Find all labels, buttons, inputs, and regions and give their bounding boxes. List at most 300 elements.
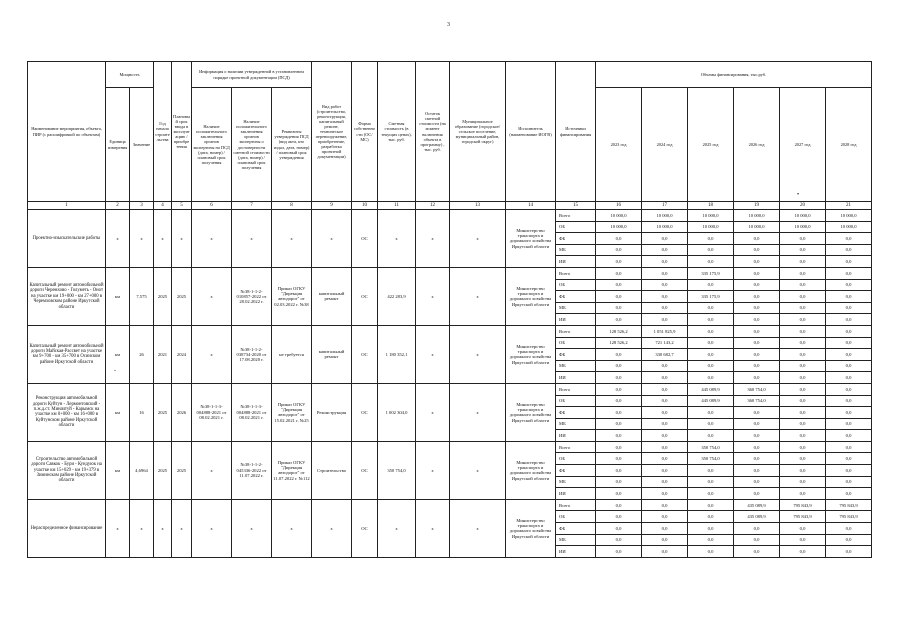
financing-table	[27, 61, 872, 558]
amount-cell: 0,0	[596, 453, 642, 465]
amount-cell: 0,0	[780, 233, 826, 245]
column-number: 17	[642, 202, 688, 210]
reliability-cell: №38-1-1-3-004888-2021 от 08.02.2021 г.	[232, 383, 272, 441]
amount-cell: 10 000,0	[596, 210, 642, 222]
source-cell: МБ	[556, 534, 596, 546]
amount-cell: 0,0	[734, 453, 780, 465]
amount-cell: 0,0	[596, 476, 642, 488]
amount-cell: 0,0	[734, 279, 780, 291]
source-cell: ИИ	[556, 314, 596, 326]
amount-cell: 0,0	[596, 488, 642, 500]
amount-cell: 0,0	[688, 314, 734, 326]
amount-cell: 0,0	[688, 256, 734, 268]
source-cell: ИИ	[556, 488, 596, 500]
amount-cell: 10 000,0	[642, 210, 688, 222]
object-name: Нераспределенное финансирование	[28, 499, 106, 557]
header-psd-info: Информация о наличии утвержденной в установленном порядке проектной документации (ПСД)	[192, 62, 312, 88]
amount-cell: 0,0	[596, 349, 642, 361]
header-start-year: Год начала строительства	[154, 62, 172, 202]
column-number: 16	[596, 202, 642, 210]
amount-cell: 0,0	[780, 523, 826, 535]
amount-cell: 0,0	[596, 267, 642, 279]
amount-cell: 0,0	[642, 279, 688, 291]
table-row	[28, 499, 872, 511]
amount-cell: 0,0	[826, 407, 872, 419]
amount-cell: 0,0	[734, 418, 780, 430]
remaining-cell: х	[416, 267, 450, 325]
column-number: 1	[28, 202, 106, 210]
amount-cell: 0,0	[688, 372, 734, 384]
table-row	[28, 441, 872, 453]
source-cell: Всего	[556, 325, 596, 337]
table-row	[28, 267, 872, 279]
amount-cell: 0,0	[688, 476, 734, 488]
amount-cell: 0,0	[826, 383, 872, 395]
amount-cell: 0,0	[688, 499, 734, 511]
unit-cell: х	[106, 499, 130, 557]
est-cost-cell: 1 180 352,1	[378, 325, 416, 383]
amount-cell: 0,0	[780, 267, 826, 279]
amount-cell: 0,0	[826, 360, 872, 372]
amount-cell: 0,0	[734, 441, 780, 453]
reliability-cell: х	[232, 499, 272, 557]
amount-cell: 0,0	[780, 372, 826, 384]
source-cell: ОБ	[556, 337, 596, 349]
amount-cell: 0,0	[826, 256, 872, 268]
amount-cell: 0,0	[780, 465, 826, 477]
source-cell: Всего	[556, 441, 596, 453]
amount-cell: 0,0	[596, 418, 642, 430]
amount-cell: 0,0	[688, 244, 734, 256]
column-number: 9	[312, 202, 352, 210]
amount-cell: 0,0	[734, 407, 780, 419]
amount-cell: 10 000,0	[734, 221, 780, 233]
amount-cell: 445 089,9	[688, 395, 734, 407]
source-cell: ИИ	[556, 546, 596, 558]
amount-cell: 0,0	[780, 349, 826, 361]
amount-cell: 0,0	[596, 233, 642, 245]
amount-cell: 0,0	[688, 511, 734, 523]
amount-cell: 10 000,0	[826, 221, 872, 233]
amount-cell: 0,0	[688, 418, 734, 430]
header-expertise: Наличие положительного заключения органов экспертизы на ПСД (дата, номер) / плановый срок получения	[192, 88, 232, 202]
amount-cell: 360 754,0	[734, 383, 780, 395]
amount-cell: 0,0	[826, 488, 872, 500]
amount-cell: 0,0	[734, 244, 780, 256]
plan-year-cell: 2026	[172, 383, 192, 441]
table-row	[28, 383, 872, 395]
executor-cell: Министерство транспорта и дорожного хозяйства Иркутской области	[506, 267, 556, 325]
amount-cell: 0,0	[780, 337, 826, 349]
amount-cell: 0,0	[734, 267, 780, 279]
table-row	[28, 210, 872, 222]
amount-cell: 0,0	[780, 488, 826, 500]
page-number: 3	[447, 22, 450, 28]
table-row	[28, 325, 872, 337]
amount-cell: 0,0	[780, 418, 826, 430]
reliability-cell: №38-1-1-2-045336-2022 от 11.07.2022 г.	[232, 441, 272, 499]
amount-cell: 0,0	[826, 244, 872, 256]
header-funding: Объемы финансирования, тыс.руб.	[596, 62, 872, 88]
amount-cell: 360 754,0	[734, 395, 780, 407]
source-cell: МБ	[556, 418, 596, 430]
value-cell: 26	[130, 325, 154, 383]
amount-cell: 0,0	[780, 395, 826, 407]
header-remaining: Остаток сметной стоимости (на момент включения объекта в программу) , тыс. руб.	[416, 62, 450, 202]
amount-cell: 0,0	[642, 488, 688, 500]
municipality-cell: х	[450, 383, 506, 441]
ownership-cell: ОС	[352, 499, 378, 557]
amount-cell: 0,0	[780, 453, 826, 465]
amount-cell: 10 000,0	[734, 210, 780, 222]
amount-cell: 10 000,0	[642, 221, 688, 233]
amount-cell: 0,0	[734, 291, 780, 303]
amount-cell: 0,0	[734, 476, 780, 488]
amount-cell: 128 526,2	[596, 337, 642, 349]
municipality-cell: х	[450, 441, 506, 499]
amount-cell: 795 843,9	[780, 499, 826, 511]
source-cell: ОБ	[556, 511, 596, 523]
header-name: Наименование мероприятия, объекта, ПИР (с расшифровкой по объектам)	[28, 62, 106, 202]
amount-cell: 0,0	[826, 453, 872, 465]
header-value: Значение	[130, 88, 154, 202]
amount-cell: 0,0	[596, 499, 642, 511]
amount-cell: 0,0	[734, 314, 780, 326]
header-capacity: Мощность	[106, 62, 154, 88]
amount-cell: 0,0	[642, 244, 688, 256]
amount-cell: 0,0	[734, 372, 780, 384]
amount-cell: 0,0	[780, 546, 826, 558]
amount-cell: 335 175,9	[688, 267, 734, 279]
header-year: 2027 год	[780, 88, 826, 202]
start-year-cell: 2025	[154, 267, 172, 325]
amount-cell: 0,0	[642, 534, 688, 546]
amount-cell: 0,0	[780, 407, 826, 419]
amount-cell: 0,0	[734, 360, 780, 372]
work-type-cell: Реконструкция	[312, 383, 352, 441]
stray-mark: -	[114, 368, 116, 374]
approval-cell: не требуется	[272, 325, 312, 383]
source-cell: ИИ	[556, 256, 596, 268]
value-cell: 16	[130, 383, 154, 441]
amount-cell: 0,0	[734, 546, 780, 558]
amount-cell: 335 175,9	[688, 291, 734, 303]
executor-cell: Министерство транспорта и дорожного хозяйства Иркутской области	[506, 499, 556, 557]
municipality-cell: х	[450, 499, 506, 557]
amount-cell: 0,0	[734, 256, 780, 268]
unit-cell: км	[106, 325, 130, 383]
amount-cell: 0,0	[688, 279, 734, 291]
object-name: Реконструкция автомобильной дороги Куйтун - Лермонтовский - п.ж.д.ст. Миначтуй - Карымск на участке км 0+000 - км 16+000 в Куйтунском районе Иркутской области	[28, 383, 106, 441]
amount-cell: 0,0	[780, 302, 826, 314]
source-cell: ФБ	[556, 349, 596, 361]
amount-cell: 350 754,0	[688, 453, 734, 465]
amount-cell: 0,0	[596, 441, 642, 453]
remaining-cell: х	[416, 325, 450, 383]
amount-cell: 0,0	[734, 337, 780, 349]
amount-cell: 0,0	[780, 534, 826, 546]
amount-cell: 0,0	[688, 360, 734, 372]
amount-cell: 0,0	[688, 407, 734, 419]
amount-cell: 0,0	[596, 511, 642, 523]
source-cell: ИИ	[556, 372, 596, 384]
amount-cell: 10 000,0	[596, 221, 642, 233]
column-number: 11	[378, 202, 416, 210]
amount-cell: 0,0	[688, 325, 734, 337]
amount-cell: 0,0	[734, 534, 780, 546]
column-number: 20	[780, 202, 826, 210]
amount-cell: 0,0	[780, 441, 826, 453]
remaining-cell: х	[416, 499, 450, 557]
header-unit: Единица измерения	[106, 88, 130, 202]
amount-cell: 0,0	[826, 418, 872, 430]
object-name: Капитальный ремонт автомобильной дороги Майская-Рассвет на участке км 9+700 - км 35+700 в Осинском районе Иркутской области	[28, 325, 106, 383]
amount-cell: 0,0	[642, 267, 688, 279]
amount-cell: 0,0	[780, 325, 826, 337]
amount-cell: 445 089,9	[688, 383, 734, 395]
amount-cell: 0,0	[688, 302, 734, 314]
object-name: Строительство автомобильной дороги Савкок - Бури - Кундуюк на участке км 15+029 - км 19+379 в Зиминском районе Иркутской области	[28, 441, 106, 499]
executor-cell: Министерство транспорта и дорожного хозяйства Иркутской области	[506, 441, 556, 499]
approval-cell: х	[272, 499, 312, 557]
amount-cell: 0,0	[642, 418, 688, 430]
header-ownership: Форма собственности (ОС/МС)	[352, 62, 378, 202]
source-cell: ФБ	[556, 523, 596, 535]
ownership-cell: ОС	[352, 441, 378, 499]
amount-cell: 0,0	[642, 476, 688, 488]
municipality-cell: х	[450, 325, 506, 383]
stray-dot-mark: •	[797, 192, 800, 198]
plan-year-cell: х	[172, 499, 192, 557]
source-cell: Всего	[556, 210, 596, 222]
amount-cell: 0,0	[734, 325, 780, 337]
amount-cell: 0,0	[734, 302, 780, 314]
header-est-cost: Сметная стоимость (в текущих ценах), тыс. руб.	[378, 62, 416, 202]
amount-cell: 795 843,9	[780, 511, 826, 523]
start-year-cell: х	[154, 210, 172, 268]
amount-cell: 0,0	[642, 453, 688, 465]
source-cell: ИИ	[556, 430, 596, 442]
amount-cell: 0,0	[826, 430, 872, 442]
amount-cell: 0,0	[688, 488, 734, 500]
amount-cell: 0,0	[596, 430, 642, 442]
amount-cell: 0,0	[642, 499, 688, 511]
est-cost-cell: 1 002 304,0	[378, 383, 416, 441]
amount-cell: 0,0	[642, 523, 688, 535]
amount-cell: 0,0	[596, 314, 642, 326]
approval-cell: Приказ ОГКУ "Дирекция автодорог" от 15.02.2021 г. №25	[272, 383, 312, 441]
executor-cell: Министерство транспорта и дорожного хозяйства Иркутской области	[506, 383, 556, 441]
column-number: 19	[734, 202, 780, 210]
column-number: 2	[106, 202, 130, 210]
header-municipality: Муниципальное образование (городское/сельское поселение, муниципальный район, городской округ)	[450, 62, 506, 202]
column-number: 5	[172, 202, 192, 210]
source-cell: МБ	[556, 360, 596, 372]
remaining-cell: х	[416, 210, 450, 268]
amount-cell: 0,0	[642, 395, 688, 407]
source-cell: ФБ	[556, 291, 596, 303]
amount-cell: 0,0	[688, 534, 734, 546]
amount-cell: 0,0	[688, 337, 734, 349]
plan-year-cell: х	[172, 210, 192, 268]
column-number: 12	[416, 202, 450, 210]
amount-cell: 0,0	[826, 337, 872, 349]
amount-cell: 0,0	[780, 244, 826, 256]
value-cell: х	[130, 499, 154, 557]
amount-cell: 0,0	[688, 233, 734, 245]
source-cell: МБ	[556, 244, 596, 256]
amount-cell: 0,0	[780, 360, 826, 372]
amount-cell: 0,0	[596, 546, 642, 558]
amount-cell: 0,0	[596, 465, 642, 477]
unit-cell: км	[106, 383, 130, 441]
amount-cell: 0,0	[734, 523, 780, 535]
amount-cell: 0,0	[734, 349, 780, 361]
header-sources: Источники финансирования	[556, 62, 596, 202]
executor-cell: Министерство транспорта и дорожного хозяйства Иркутской области	[506, 325, 556, 383]
value-cell: 7,575	[130, 267, 154, 325]
header-year: 2024 год	[642, 88, 688, 202]
amount-cell: 0,0	[642, 302, 688, 314]
amount-cell: 0,0	[734, 488, 780, 500]
unit-cell: х	[106, 210, 130, 268]
column-number: 15	[556, 202, 596, 210]
amount-cell: 0,0	[688, 465, 734, 477]
column-number: 14	[506, 202, 556, 210]
expertise-cell: №38-1-1-3-004888-2021 от 08.02.2021 г.	[192, 383, 232, 441]
amount-cell: 0,0	[596, 256, 642, 268]
amount-cell: 0,0	[642, 441, 688, 453]
work-type-cell: Строительство	[312, 441, 352, 499]
header-work-type: Вид работ (строительство, реконструкция, капитальный ремонт, техническое перевооружение, приобретение, разработка проектной документации)	[312, 62, 352, 202]
column-number: 3	[130, 202, 154, 210]
amount-cell: 0,0	[596, 279, 642, 291]
expertise-cell: х	[192, 325, 232, 383]
amount-cell: 0,0	[826, 441, 872, 453]
approval-cell: Приказ ОГКУ "Дирекция автодорог" от 11.07.2022 г. №112	[272, 441, 312, 499]
expertise-cell: х	[192, 441, 232, 499]
header-year: 2025 год	[688, 88, 734, 202]
source-cell: ФБ	[556, 233, 596, 245]
amount-cell: 721 143,2	[642, 337, 688, 349]
column-number: 18	[688, 202, 734, 210]
header-year: 2023 год	[596, 88, 642, 202]
expertise-cell: х	[192, 210, 232, 268]
amount-cell: 0,0	[596, 534, 642, 546]
amount-cell: 128 526,2	[596, 325, 642, 337]
amount-cell: 0,0	[642, 314, 688, 326]
plan-year-cell: 2025	[172, 441, 192, 499]
column-number: 10	[352, 202, 378, 210]
unit-cell: км	[106, 441, 130, 499]
plan-year-cell: 2024	[172, 325, 192, 383]
municipality-cell: х	[450, 210, 506, 268]
amount-cell: 0,0	[826, 325, 872, 337]
amount-cell: 435 089,9	[734, 511, 780, 523]
amount-cell: 0,0	[826, 523, 872, 535]
approval-cell: х	[272, 210, 312, 268]
start-year-cell: х	[154, 499, 172, 557]
amount-cell: 10 000,0	[688, 221, 734, 233]
unit-cell: км	[106, 267, 130, 325]
ownership-cell: ОС	[352, 325, 378, 383]
header-year: 2026 год	[734, 88, 780, 202]
value-cell: 4,6964	[130, 441, 154, 499]
amount-cell: 0,0	[642, 233, 688, 245]
amount-cell: 0,0	[734, 233, 780, 245]
amount-cell: 0,0	[596, 291, 642, 303]
amount-cell: 0,0	[826, 302, 872, 314]
column-number: 8	[272, 202, 312, 210]
amount-cell: 0,0	[642, 546, 688, 558]
amount-cell: 0,0	[642, 465, 688, 477]
amount-cell: 0,0	[688, 349, 734, 361]
reliability-cell: №38-1-1-2-038734-2020 от 17.08.2020 г.	[232, 325, 272, 383]
amount-cell: 0,0	[780, 383, 826, 395]
amount-cell: 0,0	[780, 430, 826, 442]
source-cell: ОБ	[556, 279, 596, 291]
ownership-cell: ОС	[352, 383, 378, 441]
amount-cell: 1 051 825,9	[642, 325, 688, 337]
column-number: 7	[232, 202, 272, 210]
header-approval: Реквизиты утверждения ПСД (вид акта, кто издал, дата, номер) / плановый срок утверждения	[272, 88, 312, 202]
amount-cell: 0,0	[642, 256, 688, 268]
amount-cell: 0,0	[826, 233, 872, 245]
reliability-cell: х	[232, 210, 272, 268]
column-number-row	[28, 202, 872, 210]
amount-cell: 0,0	[826, 267, 872, 279]
start-year-cell: 2025	[154, 441, 172, 499]
est-cost-cell: 422 283,9	[378, 267, 416, 325]
remaining-cell: х	[416, 383, 450, 441]
amount-cell: 0,0	[596, 302, 642, 314]
amount-cell: 795 843,9	[826, 511, 872, 523]
reliability-cell: №38-1-1-2-010857-2022 от 28.02.2022 г.	[232, 267, 272, 325]
work-type-cell: х	[312, 210, 352, 268]
source-cell: Всего	[556, 267, 596, 279]
ownership-cell: ОС	[352, 210, 378, 268]
start-year-cell: 2025	[154, 383, 172, 441]
amount-cell: 0,0	[596, 244, 642, 256]
object-name: Капитальный ремонт автомобильной дороги Черемхово - Голуметь - Онот на участке км 19+000 - км 27+000 в Черемховском районе Иркутской области	[28, 267, 106, 325]
start-year-cell: 2021	[154, 325, 172, 383]
amount-cell: 330 682,7	[642, 349, 688, 361]
amount-cell: 0,0	[734, 430, 780, 442]
remaining-cell: х	[416, 441, 450, 499]
amount-cell: 0,0	[642, 511, 688, 523]
source-cell: МБ	[556, 476, 596, 488]
amount-cell: 0,0	[826, 546, 872, 558]
amount-cell: 0,0	[780, 314, 826, 326]
expertise-cell: х	[192, 499, 232, 557]
est-cost-cell: х	[378, 210, 416, 268]
amount-cell: 0,0	[826, 279, 872, 291]
amount-cell: 0,0	[642, 407, 688, 419]
municipality-cell: х	[450, 267, 506, 325]
amount-cell: 0,0	[596, 395, 642, 407]
amount-cell: 0,0	[780, 476, 826, 488]
amount-cell: 435 089,9	[734, 499, 780, 511]
header-executor: Исполнитель (наименование ИОГВ)	[506, 62, 556, 202]
amount-cell: 0,0	[826, 534, 872, 546]
amount-cell: 0,0	[596, 523, 642, 535]
amount-cell: 0,0	[780, 279, 826, 291]
amount-cell: 0,0	[596, 372, 642, 384]
amount-cell: 350 754,0	[688, 441, 734, 453]
object-name: Проектно-изыскательские работы	[28, 210, 106, 268]
amount-cell: 0,0	[596, 407, 642, 419]
amount-cell: 0,0	[826, 349, 872, 361]
